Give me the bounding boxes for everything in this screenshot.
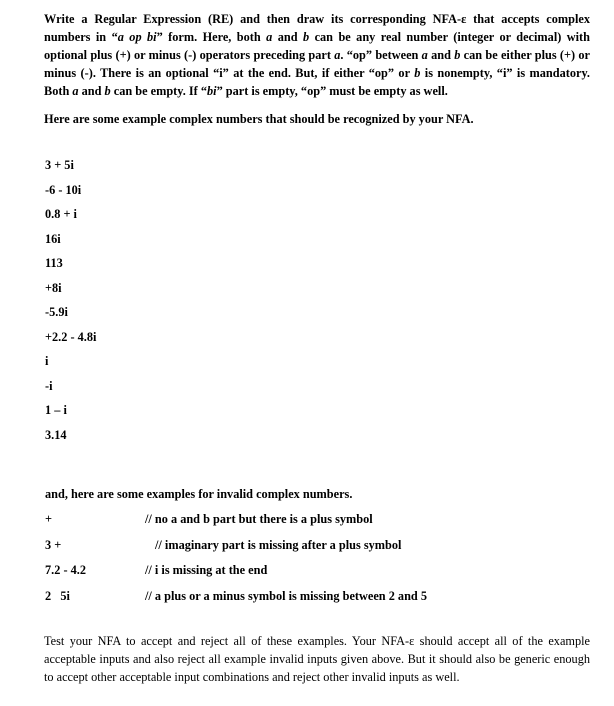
intro-var: a: [421, 48, 428, 62]
valid-example: 3.14: [45, 427, 67, 442]
instructions-paragraph: Test your NFA to accept and reject all of these examples. Your NFA-ε should accept all of the example acceptable inputs and also reject all example invalid inputs given above. But it should also be generic enough to accept other acceptable input combinations and reject other invalid inputs as well.: [44, 634, 590, 684]
valid-example: i: [45, 354, 49, 368]
intro-text: ” part is empty, “op” must be empty as well.: [216, 84, 448, 98]
invalid-example-row: [45, 562, 585, 588]
intro-text: Write a Regular Expression (RE) and then draw its corresponding NFA-ε that accepts complex numbers in “: [44, 12, 590, 44]
valid-example: -6 - 10i: [45, 182, 82, 197]
intro-var: b: [104, 84, 111, 98]
invalid-example-row: [45, 537, 585, 563]
intro-var: bi: [206, 84, 217, 98]
valid-example: 1 – i: [45, 403, 67, 417]
intro-text: can be any real number (integer or decimal) with optional plus (+) or minus (-) operators preceding part: [44, 30, 590, 62]
intro-text: . “op” between: [340, 48, 422, 62]
invalid-example-comment: // a plus or a minus symbol is missing between 2 and 5: [145, 588, 427, 603]
invalid-example: +: [45, 512, 53, 526]
intro-text: ” form. Here, both: [156, 30, 267, 44]
intro-text: and: [78, 84, 105, 98]
invalid-examples-heading: and, here are some examples for invalid complex numbers.: [45, 487, 353, 501]
intro-var: a: [334, 48, 341, 62]
invalid-example-row: [45, 511, 585, 537]
intro-text: can be empty. If “: [110, 84, 207, 98]
invalid-example-comment: // i is missing at the end: [145, 563, 268, 577]
intro-var: b: [454, 48, 461, 62]
valid-example: -i: [45, 378, 53, 393]
problem-statement: [44, 10, 590, 100]
invalid-examples-list: [45, 511, 585, 613]
valid-examples-list: [45, 157, 96, 451]
invalid-example-row: [45, 588, 585, 614]
valid-example: -5.9i: [45, 305, 68, 319]
intro-text: and: [427, 48, 455, 62]
invalid-example: 2 5i: [45, 588, 70, 603]
intro-text: and: [272, 30, 303, 44]
intro-var: a: [72, 84, 79, 98]
invalid-example-comment: // imaginary part is missing after a plus symbol: [155, 537, 402, 552]
invalid-example: 7.2 - 4.2: [45, 563, 86, 577]
invalid-example: 3 +: [45, 537, 62, 552]
invalid-example-comment: // no a and b part but there is a plus symbol: [145, 512, 373, 526]
valid-example: 113: [45, 256, 63, 270]
intro-text: can be either plus (+) or minus (-). There is an optional “i” at the end. But, if either “op” or: [44, 48, 591, 80]
intro-var: b: [303, 30, 310, 44]
valid-example: 0.8 + i: [45, 207, 77, 221]
intro-text: is nonempty, “i” is mandatory. Both: [44, 66, 590, 98]
valid-example: 16i: [45, 231, 61, 246]
intro-var: a: [266, 30, 273, 44]
valid-example: 3 + 5i: [45, 158, 74, 172]
valid-example: +8i: [45, 280, 62, 295]
intro-var: b: [414, 66, 421, 80]
valid-examples-heading: Here are some example complex numbers that should be recognized by your NFA.: [44, 112, 474, 126]
intro-form: a op bi: [117, 30, 157, 44]
valid-example: +2.2 - 4.8i: [45, 329, 97, 344]
